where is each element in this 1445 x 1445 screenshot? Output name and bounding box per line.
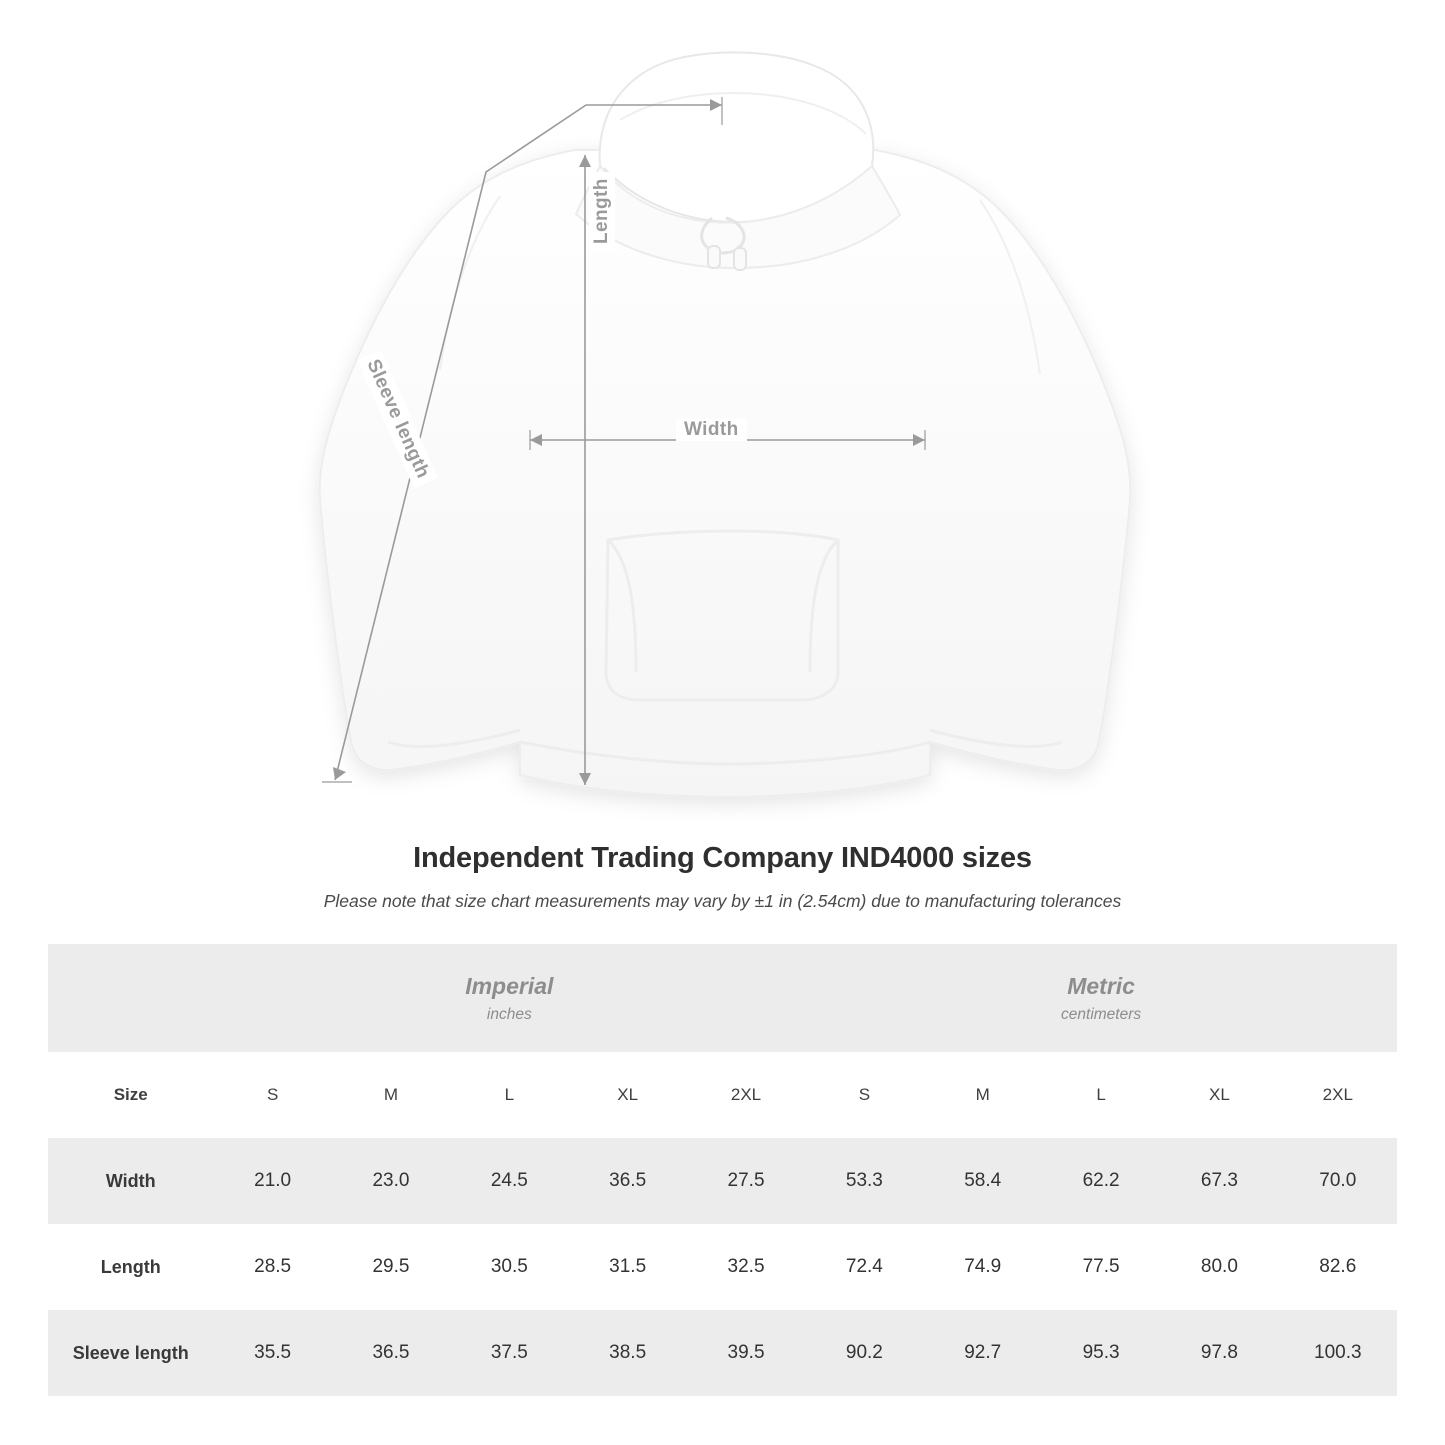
unit-group-imperial-sub: inches <box>486 1006 532 1024</box>
cell-length-metric-m: 74.9 <box>964 1256 1002 1277</box>
width-dimension-label: Width <box>676 419 747 441</box>
table-row <box>48 1310 1397 1396</box>
row-header-label: Size <box>48 1052 213 1138</box>
cell-length-metric-xl: 80.0 <box>1200 1256 1238 1277</box>
unit-group-imperial <box>213 944 805 1052</box>
cell-width-metric-xl: 67.3 <box>1160 1138 1278 1224</box>
unit-group-imperial-name: Imperial <box>465 972 554 999</box>
size-table-wrapper <box>48 944 1397 1396</box>
cell-sleeve-metric-m: 92.7 <box>924 1310 1042 1396</box>
size-header-metric-xl: XL <box>1160 1052 1278 1138</box>
size-table <box>48 944 1397 1396</box>
length-dimension-label: Length <box>589 172 615 250</box>
row-label-length: Length <box>100 1256 161 1277</box>
page-title: Independent Trading Company IND4000 sizes <box>413 842 1032 874</box>
size-header-imperial-xl: XL <box>569 1052 687 1138</box>
unit-system-row <box>48 944 1397 1052</box>
size-header-imperial-s: S <box>213 1052 331 1138</box>
cell-length-metric-s: 72.4 <box>845 1256 883 1277</box>
unit-group-metric-name: Metric <box>1067 972 1135 999</box>
cell-width-imperial-s: 21.0 <box>213 1138 331 1224</box>
sleeve-length-dimension-label: Sleeve length <box>357 350 438 488</box>
cell-length-imperial-xl: 31.5 <box>609 1256 647 1277</box>
size-header-metric-s: S <box>805 1052 923 1138</box>
cell-sleeve-imperial-2xl: 39.5 <box>687 1310 805 1396</box>
cell-length-metric-l: 77.5 <box>1082 1256 1120 1277</box>
cell-width-metric-m: 58.4 <box>924 1138 1042 1224</box>
cell-width-imperial-xl: 36.5 <box>569 1138 687 1224</box>
row-label-width: Width <box>48 1138 213 1224</box>
cell-sleeve-metric-xl: 97.8 <box>1160 1310 1278 1396</box>
unit-group-metric <box>805 944 1397 1052</box>
size-header-imperial-m: M <box>332 1052 450 1138</box>
table-row <box>48 1224 1397 1310</box>
tolerance-note: Please note that size chart measurements may vary by ±1 in (2.54cm) due to manufacturing tolerances <box>323 891 1122 911</box>
size-header-metric-l: L <box>1042 1052 1160 1138</box>
cell-width-imperial-m: 23.0 <box>332 1138 450 1224</box>
cell-length-metric-2xl: 82.6 <box>1319 1256 1357 1277</box>
size-header-imperial-l: L <box>450 1052 568 1138</box>
cell-length-imperial-l: 30.5 <box>490 1256 528 1277</box>
cell-length-imperial-m: 29.5 <box>372 1256 410 1277</box>
cell-width-metric-l: 62.2 <box>1042 1138 1160 1224</box>
size-header-metric-m: M <box>924 1052 1042 1138</box>
cell-sleeve-imperial-l: 37.5 <box>450 1310 568 1396</box>
unit-row-spacer <box>48 944 213 1052</box>
size-header-row <box>48 1052 1397 1138</box>
size-header-imperial-2xl: 2XL <box>687 1052 805 1138</box>
cell-length-imperial-2xl: 32.5 <box>727 1256 765 1277</box>
cell-width-imperial-l: 24.5 <box>450 1138 568 1224</box>
cell-sleeve-imperial-m: 36.5 <box>332 1310 450 1396</box>
cell-width-imperial-2xl: 27.5 <box>687 1138 805 1224</box>
title-block <box>0 842 1445 912</box>
table-row <box>48 1138 1397 1224</box>
row-label-sleeve-length: Sleeve length <box>48 1310 213 1396</box>
cell-sleeve-imperial-s: 35.5 <box>213 1310 331 1396</box>
size-header-metric-2xl: 2XL <box>1279 1052 1397 1138</box>
cell-width-metric-2xl: 70.0 <box>1279 1138 1397 1224</box>
cell-sleeve-imperial-xl: 38.5 <box>569 1310 687 1396</box>
cell-length-imperial-s: 28.5 <box>254 1256 292 1277</box>
cell-width-metric-s: 53.3 <box>805 1138 923 1224</box>
unit-group-metric-sub: centimeters <box>1061 1006 1142 1024</box>
cell-sleeve-metric-2xl: 100.3 <box>1279 1310 1397 1396</box>
cell-sleeve-metric-s: 90.2 <box>805 1310 923 1396</box>
cell-sleeve-metric-l: 95.3 <box>1042 1310 1160 1396</box>
